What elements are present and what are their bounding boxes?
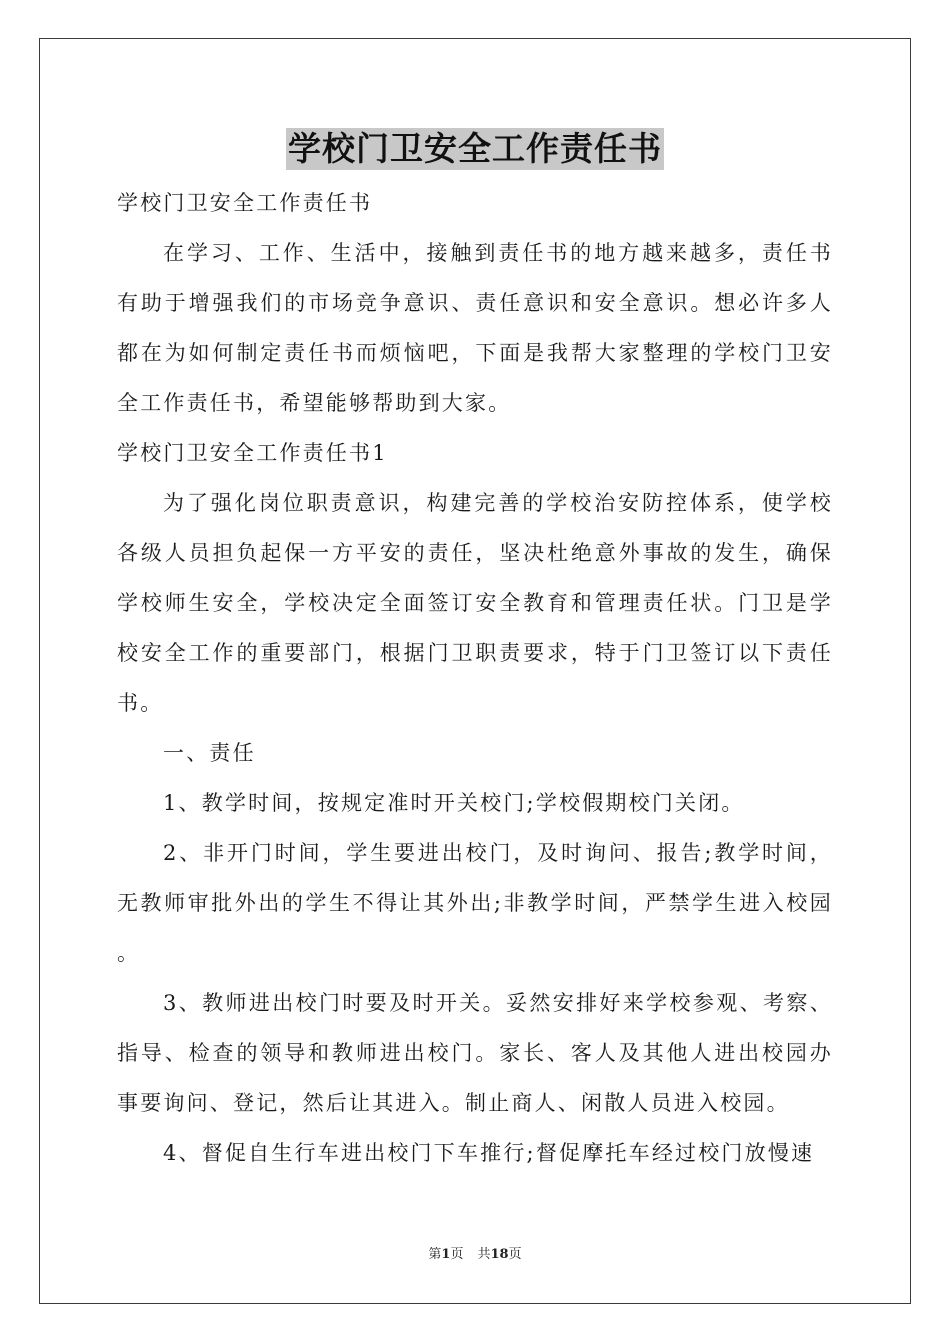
page-total-number: 18 <box>490 1247 509 1262</box>
total-label-prefix: 共 <box>477 1247 491 1262</box>
page-current-number: 1 <box>441 1247 451 1262</box>
list-item: 1、教学时间，按规定准时开关校门;学校假期校门关闭。 <box>163 791 745 815</box>
document-title: 学校门卫安全工作责任书 <box>288 129 662 168</box>
section-heading: 学校门卫安全工作责任书1 <box>117 441 388 465</box>
page-label-suffix: 页 <box>450 1247 464 1262</box>
list-item: 3、教师进出校门时要及时开关。妥然安排好来学校参观、考察、指导、检查的领导和教师进出校门。家长、客人及其他人进出校园办事要询问、登记，然后让其进入。制止商人、闲散人员进入校园。 <box>117 991 833 1115</box>
document-body <box>117 178 833 1178</box>
body-paragraph: 为了强化岗位职责意识，构建完善的学校治安防控体系，使学校各级人员担负起保一方平安的责任，坚决杜绝意外事故的发生，确保学校师生安全，学校决定全面签订安全教育和管理责任状。门卫是学校安全工作的重要部门，根据门卫职责要求，特于门卫签订以下责任书。 <box>117 491 833 715</box>
page-footer <box>0 1246 950 1264</box>
title-container <box>0 128 950 170</box>
total-label-suffix: 页 <box>508 1247 522 1262</box>
page-label-prefix: 第 <box>428 1247 442 1262</box>
list-heading: 一、责任 <box>163 741 256 765</box>
list-item: 4、督促自生行车进出校门下车推行;督促摩托车经过校门放慢速 <box>163 1141 815 1165</box>
intro-paragraph: 在学习、工作、生活中，接触到责任书的地方越来越多，责任书有助于增强我们的市场竞争意识、责任意识和安全意识。想必许多人都在为如何制定责任书而烦恼吧，下面是我帮大家整理的学校门卫安全工作责任书，希望能够帮助到大家。 <box>117 241 833 415</box>
subtitle-line: 学校门卫安全工作责任书 <box>117 191 373 215</box>
list-item: 2、非开门时间，学生要进出校门，及时询问、报告;教学时间，无教师审批外出的学生不得让其外出;非教学时间，严禁学生进入校园。 <box>117 841 833 965</box>
